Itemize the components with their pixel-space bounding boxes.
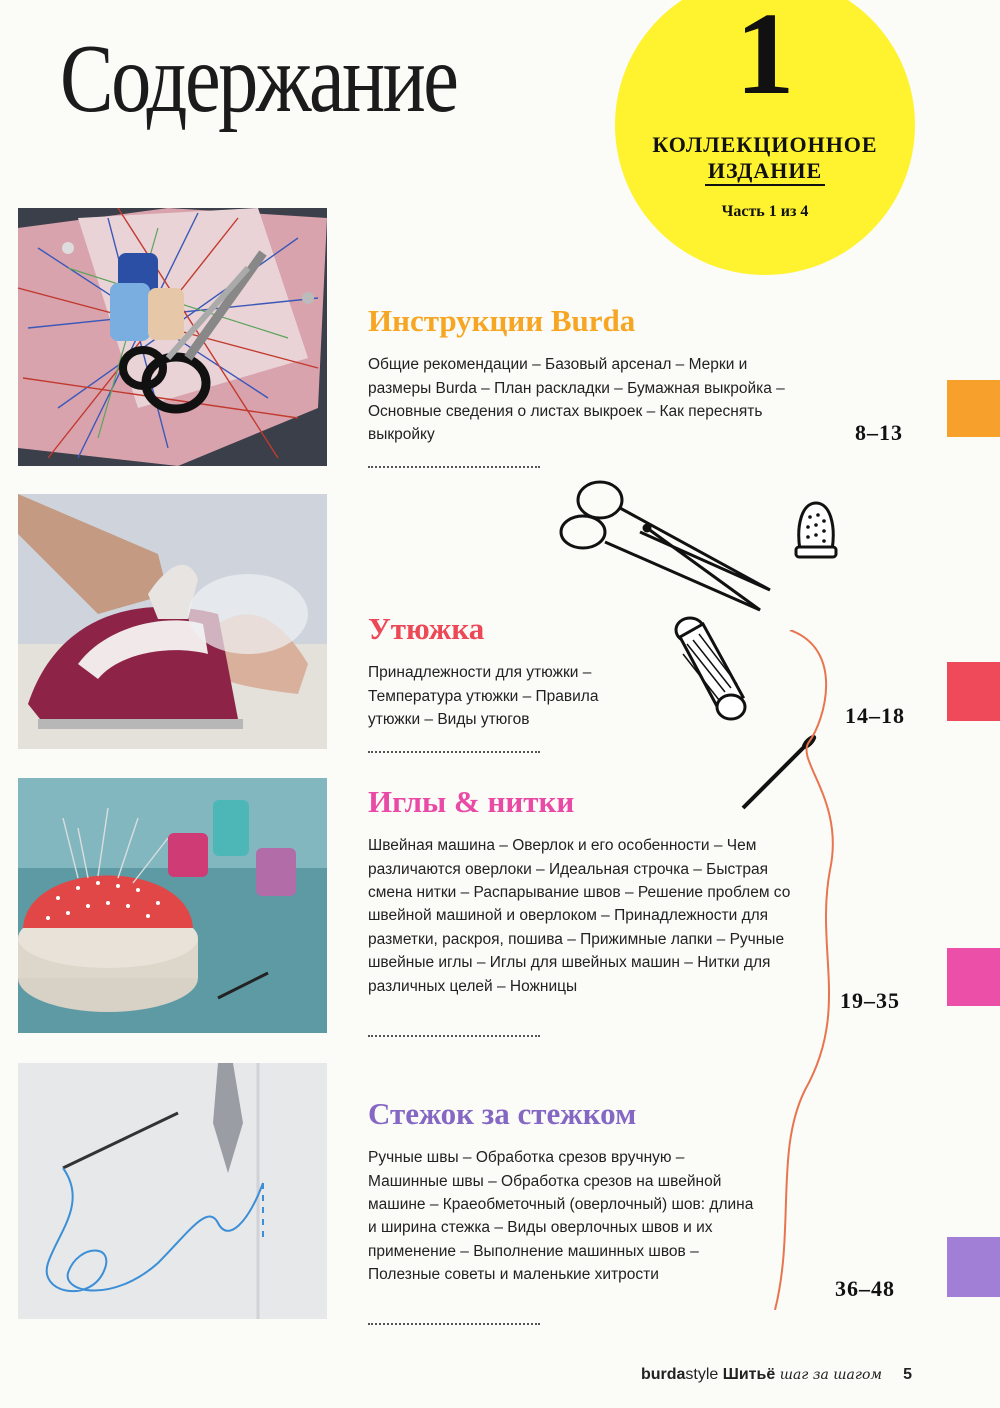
- section-instructions: [368, 302, 818, 447]
- badge-line1: КОЛЛЕКЦИОННОЕ: [652, 132, 878, 157]
- section-title[interactable]: Стежок за стежком: [368, 1096, 637, 1131]
- photo-iron: [18, 494, 327, 749]
- section-title[interactable]: Утюжка: [368, 611, 485, 646]
- photo-pincushion: [18, 778, 327, 1033]
- section-tab-pink[interactable]: [947, 948, 1000, 1006]
- dotted-divider: [368, 466, 540, 468]
- section-tab-orange[interactable]: [947, 380, 1000, 437]
- section-description: Швейная машина – Оверлок и его особенности – Чем различаются оверлоки – Идеальная строчка – Быстрая смена нитки – Распарывание швов – Решение проблем со швейной машиной и оверлоком – Принадлежности для разметки, раскроя, пошива – Прижимные лапки – Ручные швейные иглы – Иглы для швейных машин – Нитки для различных целей – Ножницы: [368, 837, 791, 995]
- page-range[interactable]: 36–48: [835, 1276, 895, 1301]
- footer-brand: [641, 1366, 882, 1384]
- badge-part: Часть 1 из 4: [721, 203, 809, 220]
- edition-badge: [615, 0, 915, 275]
- section-description: Общие рекомендации – Базовый арсенал – Мерки и размеры Burda – План раскладки – Бумажная выкройка – Основные сведения о листах выкроек – Как переснять выкройку: [368, 356, 785, 444]
- scissors-illustration: [555, 470, 795, 630]
- brand-burda: burda: [640, 1366, 686, 1383]
- section-title[interactable]: Иглы & нитки: [368, 784, 575, 819]
- section-title[interactable]: Инструкции Burda: [368, 303, 636, 338]
- page-range[interactable]: 19–35: [840, 988, 900, 1013]
- section-ironing: [368, 610, 818, 731]
- section-stitch-by-stitch: [368, 1095, 818, 1287]
- page-range[interactable]: 14–18: [845, 703, 905, 728]
- page-range[interactable]: 8–13: [855, 420, 903, 445]
- section-description: Принадлежности для утюжки – Температура утюжки – Правила утюжки – Виды утюгов: [368, 664, 599, 728]
- section-description: Ручные швы – Обработка срезов вручную – Машинные швы – Обработка срезов на швейной машине – Краеобметочный (оверлочный) шов: длина и ширина стежка – Виды оверлочных швов и их применение – Выполнение машинных швов – Полезные советы и маленькие хитрости: [368, 1149, 754, 1284]
- dotted-divider: [368, 1035, 540, 1037]
- brand-title: Шитьё: [722, 1366, 776, 1383]
- badge-line2: ИЗДАНИЕ: [705, 158, 825, 186]
- section-tab-red[interactable]: [947, 662, 1000, 721]
- page-number: 5: [903, 1366, 912, 1383]
- photo-stitches: [18, 1063, 327, 1319]
- dotted-divider: [368, 1323, 540, 1325]
- badge-number: 1: [735, 0, 795, 119]
- page-title: Содержание: [60, 25, 457, 133]
- section-needles-threads: [368, 783, 818, 998]
- thimble-illustration: [790, 495, 842, 565]
- section-tab-purple[interactable]: [947, 1237, 1000, 1297]
- brand-script: шаг за шагом: [779, 1367, 882, 1383]
- dotted-divider: [368, 751, 540, 753]
- brand-style: style: [685, 1366, 719, 1383]
- photo-patterns: [18, 208, 327, 466]
